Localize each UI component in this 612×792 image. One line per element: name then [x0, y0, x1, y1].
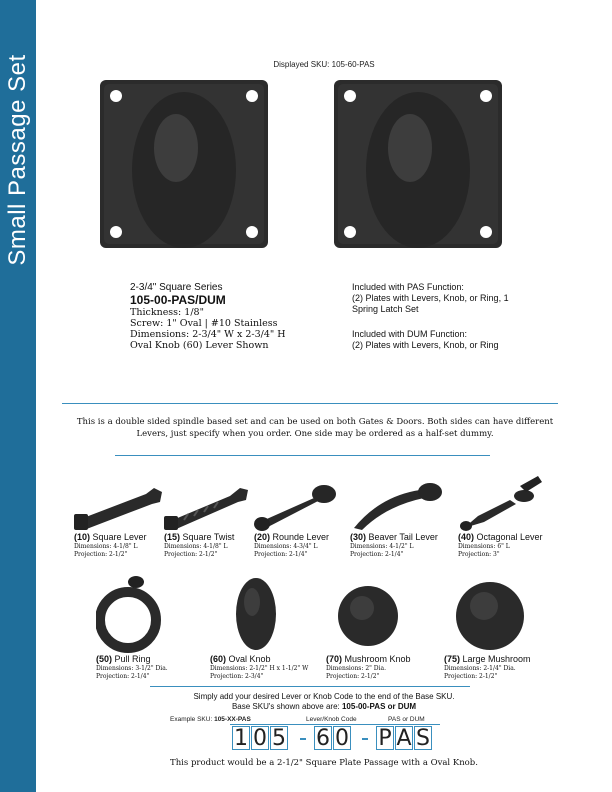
pull-ring-image — [96, 574, 196, 654]
pas-body: (2) Plates with Levers, Knob, or Ring, 1 Spring Latch Set — [352, 293, 509, 314]
item-dimensions: Dimensions: 4-1/8" L — [74, 543, 138, 550]
item-oval-knob — [210, 574, 310, 680]
example-prefix: Example SKU: — [170, 716, 215, 723]
item-name: Large Mushroom — [460, 654, 531, 664]
included-block — [352, 282, 512, 365]
example-sku-label — [170, 716, 251, 723]
sidebar-title: Small Passage Set — [4, 54, 31, 266]
item-code: (60) — [210, 654, 227, 664]
mushroom-knob-image — [326, 574, 426, 654]
base-sku: 105-00-PAS/DUM — [130, 293, 226, 307]
digits-code — [314, 726, 352, 750]
item-code: (70) — [326, 654, 343, 664]
item-code: (15) — [164, 532, 181, 542]
pas-dum-label: PAS or DUM — [388, 716, 425, 723]
digit-dash — [362, 738, 368, 740]
digit: P — [376, 726, 394, 750]
item-name: Square Lever — [90, 532, 147, 542]
item-dimensions: Dimensions: 2-1/2" H x 1-1/2" W — [210, 665, 309, 672]
digit: S — [414, 726, 432, 750]
plate-image-left — [98, 78, 270, 250]
item-name: Pull Ring — [112, 654, 151, 664]
sidebar-band — [0, 0, 36, 792]
divider-mid — [115, 455, 490, 456]
instructions-bold: 105-00-PAS or DUM — [341, 702, 417, 711]
final-note: This product would be a 2-1/2" Square Plate Passage with a Oval Knob. — [170, 758, 478, 768]
rounde-lever-image — [254, 476, 354, 532]
digit: 1 — [234, 725, 248, 751]
example-bold: 105-XX-PAS — [214, 716, 251, 723]
instructions-prefix: Base SKU's shown above are: — [231, 702, 342, 711]
square-twist-image — [164, 476, 264, 532]
item-name: Rounde Lever — [270, 532, 330, 542]
digit-dash — [300, 738, 306, 740]
item-projection: Projection: 2-1/2" — [74, 550, 128, 558]
divider-top — [62, 403, 558, 404]
item-code: (20) — [254, 532, 271, 542]
beaver-tail-lever-image — [350, 476, 450, 532]
spec-screw: Screw: 1" Oval | #10 Stainless — [130, 318, 278, 329]
item-square-lever — [74, 476, 174, 558]
item-projection: Projection: 2-1/2" — [164, 550, 218, 558]
item-code: (10) — [74, 532, 91, 542]
item-dimensions: Dimensions: 3-1/2" Dia. — [96, 665, 168, 672]
octagonal-lever-image — [458, 476, 558, 532]
digit: 5 — [272, 725, 286, 751]
item-projection: Projection: 2-3/4" — [210, 672, 264, 680]
item-name: Square Twist — [180, 532, 235, 542]
item-large-mushroom — [444, 574, 544, 680]
item-code: (50) — [96, 654, 113, 664]
spec-shown: Oval Knob (60) Lever Shown — [130, 340, 269, 351]
series-title: 2-3/4" Square Series — [130, 282, 223, 293]
item-dimensions: Dimensions: 6" L — [458, 543, 510, 550]
instructions-line-1: Simply add your desired Lever or Knob Code to the end of the Base SKU. — [193, 692, 455, 701]
item-octagonal-lever — [458, 476, 558, 558]
item-code: (30) — [350, 532, 367, 542]
item-dimensions: Dimensions: 2-1/4" Dia. — [444, 665, 516, 672]
dum-body: (2) Plates with Levers, Knob, or Ring — [352, 340, 499, 350]
spec-thickness: Thickness: 1/8" — [130, 307, 204, 318]
item-code: (40) — [458, 532, 475, 542]
plate-image-right — [332, 78, 504, 250]
item-dimensions: Dimensions: 4-3/4" L — [254, 543, 318, 550]
digits-base — [232, 726, 289, 750]
spec-dimensions: Dimensions: 2-3/4" W x 2-3/4" H — [130, 329, 286, 340]
digit: 0 — [253, 725, 267, 751]
item-projection: Projection: 3" — [458, 550, 500, 558]
item-dimensions: Dimensions: 2" Dia. — [326, 665, 387, 672]
item-dimensions: Dimensions: 4-1/8" L — [164, 543, 228, 550]
item-name: Oval Knob — [226, 654, 271, 664]
item-name: Mushroom Knob — [342, 654, 411, 664]
digit: A — [396, 725, 412, 751]
digits-function — [376, 726, 433, 750]
lever-knob-code-label: Lever/Knob Code — [306, 716, 357, 723]
item-code: (75) — [444, 654, 461, 664]
instructions-line-2 — [36, 702, 612, 712]
item-mushroom-knob — [326, 574, 426, 680]
digit: 0 — [335, 725, 349, 751]
intro-line-1: This is a double sided spindle based set and can be used on both Gates & Doors. Both sides can have different — [76, 417, 554, 427]
item-dimensions: Dimensions: 4-1/2" L — [350, 543, 414, 550]
item-projection: Projection: 2-1/4" — [254, 550, 308, 558]
item-rounde-lever — [254, 476, 354, 558]
item-square-twist — [164, 476, 264, 558]
item-name: Octagonal Lever — [474, 532, 543, 542]
large-mushroom-image — [444, 574, 544, 654]
item-beaver-tail-lever — [350, 476, 450, 558]
oval-knob-image — [210, 574, 310, 654]
intro-text — [60, 416, 570, 440]
pas-title: Included with PAS Function: — [352, 282, 464, 292]
digit: 6 — [316, 725, 330, 751]
item-projection: Projection: 2-1/2" — [326, 672, 380, 680]
intro-line-2: Levers, just specify when you order. One side may be ordered as a half-set dummy. — [136, 429, 494, 439]
dum-title: Included with DUM Function: — [352, 329, 468, 339]
item-pull-ring — [96, 574, 196, 680]
square-lever-image — [74, 476, 174, 532]
instructions-text — [36, 692, 612, 712]
divider-bottom — [150, 686, 470, 687]
specs-block — [130, 282, 330, 351]
item-projection: Projection: 2-1/4" — [96, 672, 150, 680]
displayed-sku-label: Displayed SKU: 105-60-PAS — [273, 60, 375, 69]
item-name: Beaver Tail Lever — [366, 532, 438, 542]
item-projection: Projection: 2-1/2" — [444, 672, 498, 680]
item-projection: Projection: 2-1/4" — [350, 550, 404, 558]
